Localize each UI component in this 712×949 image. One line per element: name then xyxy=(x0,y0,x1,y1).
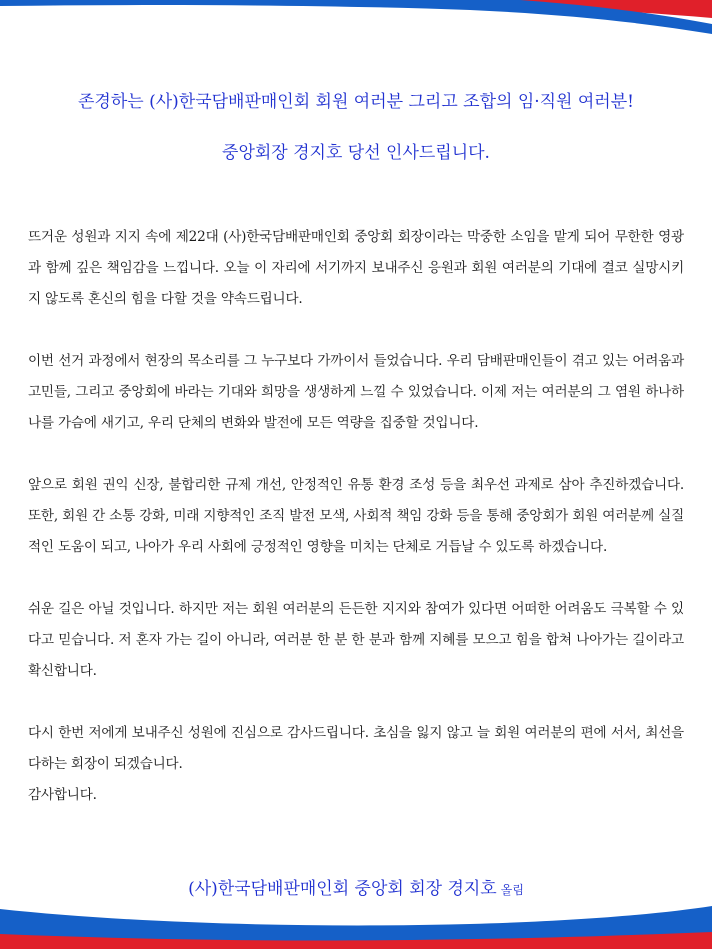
letter-body xyxy=(28,222,684,811)
greeting-heading: 존경하는 (사)한국담배판매인회 회원 여러분 그리고 조합의 임·직원 여러분! xyxy=(78,92,634,112)
closing-line: 감사합니다. xyxy=(28,787,97,803)
body-paragraph: 뜨거운 성원과 지지 속에 제22대 (사)한국담배판매인회 중앙회 회장이라는 막중한 소임을 맡게 되어 무한한 영광과 함께 깊은 책임감을 느낍니다. 오늘 이 자리에 서기까지 보내주신 응원과 회원 여러분의 기대에 결코 실망시키지 않도록 혼신의 힘을 다할 것을 약속드립니다. xyxy=(28,229,684,307)
body-paragraph: 이번 선거 과정에서 현장의 목소리를 그 누구보다 가까이서 들었습니다. 우리 담배판매인들이 겪고 있는 어려움과 고민들, 그리고 중앙회에 바라는 기대와 희망을 생생하게 느낄 수 있었습니다. 이제 저는 여러분의 그 염원 하나하나를 가슴에 새기고, 우리 단체의 변화와 발전에 모든 역량을 집중할 것입니다. xyxy=(28,353,684,431)
signature-name: (사)한국담배판매인회 중앙회 회장 경지호 xyxy=(188,879,497,899)
bottom-wave-decoration xyxy=(0,854,712,949)
body-paragraph: 쉬운 길은 아닐 것입니다. 하지만 저는 회원 여러분의 든든한 지지와 참여가 있다면 어떠한 어려움도 극복할 수 있다고 믿습니다. 저 혼자 가는 길이 아니라, 여러분 한 분 한 분과 함께 지혜를 모으고 힘을 합쳐 나아가는 길이라고 확신합니다. xyxy=(28,601,684,679)
page-title: 중앙회장 경지호 당선 인사드립니다. xyxy=(222,143,490,163)
signature-suffix: 올림 xyxy=(500,883,524,897)
body-paragraph: 다시 한번 저에게 보내주신 성원에 진심으로 감사드립니다. 초심을 잃지 않고 늘 회원 여러분의 편에 서서, 최선을 다하는 회장이 되겠습니다. xyxy=(28,725,684,772)
top-wave-decoration xyxy=(0,0,712,70)
body-paragraph: 앞으로 회원 권익 신장, 불합리한 규제 개선, 안정적인 유통 환경 조성 등을 최우선 과제로 삼아 추진하겠습니다. 또한, 회원 간 소통 강화, 미래 지향적인 조직 발전 모색, 사회적 책임 강화 등을 통해 중앙회가 회원 여러분께 실질적인 도움이 되고, 나아가 우리 사회에 긍정적인 영향을 미치는 단체로 거듭날 수 있도록 하겠습니다. xyxy=(28,477,684,555)
